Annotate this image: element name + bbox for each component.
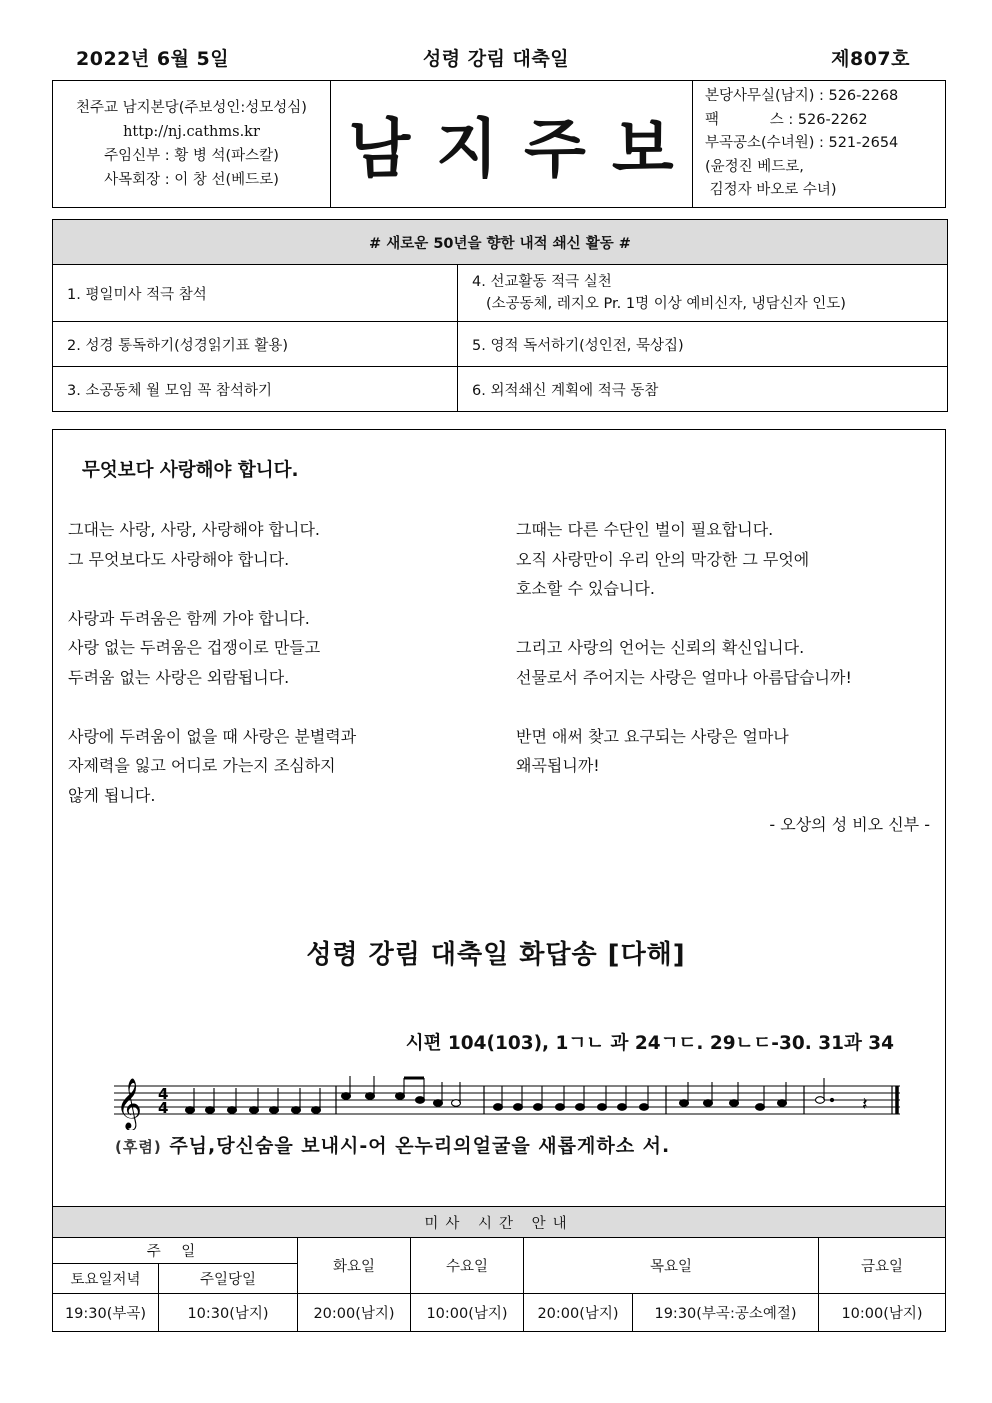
goal-item: 2. 성경 통독하기(성경읽기표 활용) <box>53 322 458 367</box>
schedule-time: 20:00(남지) <box>524 1294 633 1332</box>
article-author: - 오상의 성 비오 신부 - <box>769 815 930 834</box>
schedule-time: 20:00(남지) <box>298 1294 411 1332</box>
schedule-caption: 미사 시간 안내 <box>53 1207 946 1238</box>
time-signature-bottom: 4 <box>158 1099 169 1117</box>
time-signature-top: 4 <box>158 1085 169 1103</box>
goals-header: # 새로운 50년을 향한 내적 쇄신 활동 # <box>53 220 948 265</box>
schedule-thursday-header: 목요일 <box>524 1238 819 1294</box>
schedule-friday-header: 금요일 <box>819 1238 946 1294</box>
schedule-sunday-header: 주 일 <box>53 1238 298 1264</box>
article-right-column: 그때는 다른 수단인 벌이 필요합니다. 오직 사랑만이 우리 안의 막강한 그 무엇에 호소할 수 있습니다. 그리고 사랑의 언어는 신뢰의 확신입니다. 선물로서 주어지는 사랑은 얼마나 아름답습니까! 반면 애써 찾고 요구되는 사랑은 얼마나 왜곡됩니까! <box>516 520 852 775</box>
parish-url[interactable]: http://nj.cathms.kr <box>123 124 260 140</box>
notes <box>186 1076 834 1113</box>
goal-item-detail: (소공동체, 레지오 Pr. 1명 이상 예비신자, 냉담신자 인도) <box>486 296 846 312</box>
schedule-time: 10:30(남지) <box>159 1294 298 1332</box>
feast-name: 성령 강림 대축일 <box>422 48 570 70</box>
schedule-sunday-day-header: 주일당일 <box>159 1264 298 1294</box>
psalm-lyrics: 주님,당신숨을 보내시-어 온누리의얼굴을 새롭게하소 서. <box>169 1135 671 1157</box>
bulletin-title-box <box>330 81 700 207</box>
goal-item <box>458 265 948 322</box>
schedule-saturday-evening-header: 토요일저녁 <box>53 1264 159 1294</box>
parish-info <box>53 81 331 207</box>
renewal-goals-table <box>52 219 948 412</box>
masthead <box>52 80 946 208</box>
issue-date: 2022년 6월 5일 <box>76 48 230 70</box>
psalm-title: 성령 강림 대축일 화답송 [다해] <box>306 940 686 970</box>
chairman-name: 사목회장 : 이 창 선(베드로) <box>104 172 279 188</box>
psalm-lyrics-line <box>115 1131 670 1158</box>
music-staff <box>114 1074 904 1130</box>
schedule-time: 10:00(남지) <box>819 1294 946 1332</box>
contact-info: 본당사무실(남지) : 526-2268 팩 스 : 526-2262 부곡공소(수녀원) : 521-2654 (윤정진 베드로, 김정자 바오로 수녀) <box>705 88 899 198</box>
goal-item: 6. 외적쇄신 계획에 적극 동참 <box>458 367 948 412</box>
treble-clef-icon: 𝄞 <box>116 1078 143 1129</box>
quarter-rest-icon: 𝄽 <box>862 1094 868 1115</box>
goal-item: 3. 소공동체 월 모임 꼭 참석하기 <box>53 367 458 412</box>
bulletin-title: 남지주보 <box>348 112 700 187</box>
parish-name: 천주교 남지본당(주보성인:성모성심) <box>76 100 307 116</box>
mass-schedule-table <box>52 1206 946 1332</box>
pastor-name: 주임신부 : 황 병 석(파스칼) <box>104 148 279 164</box>
article-left-column: 그대는 사랑, 사랑, 사랑해야 합니다. 그 무엇보다도 사랑해야 합니다. 사랑과 두려움은 함께 가야 합니다. 사랑 없는 두려움은 겁쟁이로 만들고 두려움 없는 사랑은 외람됩니다. 사랑에 두려움이 없을 때 사랑은 분별력과 자제력을 잃고 어디로 가는지 조심하지 않게 됩니다. <box>68 520 357 805</box>
goal-item: 1. 평일미사 적극 참석 <box>53 265 458 322</box>
psalm-reference: 시편 104(103), 1ㄱㄴ 과 24ㄱㄷ. 29ㄴㄷ-30. 31과 34 <box>405 1033 894 1054</box>
goal-item: 5. 영적 독서하기(성인전, 묵상집) <box>458 322 948 367</box>
schedule-time: 19:30(부곡:공소예절) <box>633 1294 819 1332</box>
schedule-time: 10:00(남지) <box>411 1294 524 1332</box>
refrain-label: (후렴) <box>115 1138 162 1156</box>
issue-number: 제807호 <box>831 48 910 70</box>
schedule-wednesday-header: 수요일 <box>411 1238 524 1294</box>
article-title: 무엇보다 사랑해야 합니다. <box>82 460 299 481</box>
schedule-time: 19:30(부곡) <box>53 1294 159 1332</box>
goal-item-title: 4. 선교활동 적극 실천 <box>472 274 612 290</box>
schedule-tuesday-header: 화요일 <box>298 1238 411 1294</box>
